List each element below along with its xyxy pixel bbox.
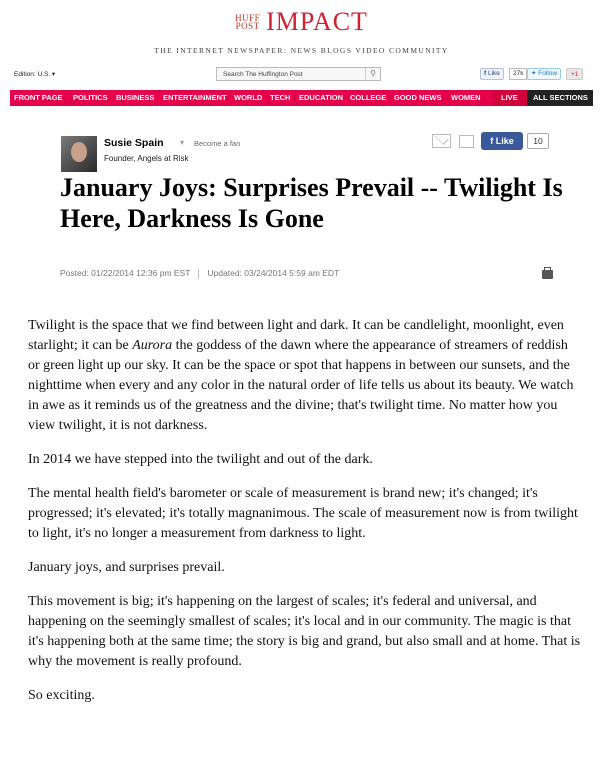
twitter-follow-button[interactable] [527,68,561,80]
post-dates [60,268,339,279]
facebook-like-article-button[interactable] [481,132,523,150]
author-name[interactable]: Susie Spain [104,137,164,149]
paragraph-1 [28,316,583,436]
nav-item-front-page[interactable]: FRONT PAGE [14,93,63,102]
paragraph-1-emphasis: Aurora [132,338,173,353]
nav-item-college[interactable]: COLLEGE [350,93,387,102]
paragraph-1-text-a: Twilight is the space that we find between light and dark. It can be candlelight, moonlight, even starlight; it can be [28,318,564,353]
facebook-like-count: 27k [509,68,527,80]
all-sections-label: ALL SECTIONS [533,93,588,102]
tagline: THE INTERNET NEWSPAPER: NEWS BLOGS VIDEO COMMUNITY [154,46,449,55]
facebook-icon: f [490,136,494,146]
updated-date: Updated: 03/24/2014 5:59 am EDT [207,268,340,278]
edition-selector[interactable]: Edition: U.S. ▾ [14,71,56,78]
nav-item-entertainment[interactable]: ENTERTAINMENT [163,93,227,102]
become-fan-link[interactable]: Become a fan [194,139,241,148]
nav-item-good-news[interactable]: GOOD NEWS [394,93,442,102]
print-icon[interactable] [542,270,553,279]
post-text: POST [235,21,260,31]
search-icon[interactable]: ⚲ [365,68,380,80]
utility-bar [0,67,603,83]
nav-all-sections[interactable] [527,90,593,106]
paragraph-2: In 2014 we have stepped into the twilight and out of the dark. [28,452,373,467]
author-avatar[interactable] [61,136,97,172]
site-logo[interactable] [0,8,603,36]
nav-item-live[interactable] [493,90,527,106]
paragraph-1-text-b: the goddess of the dawn where the appearance of streamers of reddish or green light up our sky. It can be the space or spot that happens in between our sunsets, and the nighttime when every and any color in the natural order of life tells us about its beauty. We watch in awe as it reminds us of the greatness and the divine; that's twilight time. No matter how you view twilight, it is not darkness. [28,338,574,433]
twitter-follow-label: Follow [538,70,558,77]
facebook-like-button[interactable]: f Like [480,68,504,80]
twitter-icon: ✦ [531,70,537,77]
share-icon[interactable] [459,135,474,148]
nav-item-world[interactable]: WORLD [234,93,263,102]
like-count: 10 [527,133,549,149]
article-body [28,316,583,720]
fb-like-label: Like [487,70,500,77]
search-box[interactable] [216,67,381,81]
author-face [71,142,87,162]
nav-item-tech[interactable]: TECH [270,93,291,102]
email-icon[interactable] [432,134,451,148]
search-input[interactable]: Search The Huffington Post [223,71,303,78]
google-plus-button[interactable]: +1 [566,68,583,80]
nav-item-politics[interactable]: POLITICS [73,93,108,102]
main-navigation [10,90,593,106]
section-name: IMPACT [266,7,368,36]
author-bio: Founder, Angels at Risk [104,154,189,163]
like-label: Like [495,136,514,146]
paragraph-3: The mental health field's barometer or scale of measurement is brand new; it's changed; it's progressed; it's elevated; it's totally magnanimous. The scale of measurement now is from twilight to light, it's no longer a measurement from darkness to light. [28,486,578,541]
huffpost-wordmark [235,14,260,30]
huff-text: HUFF [235,13,261,23]
live-label: LIVE [501,93,518,102]
fan-arrow-icon: ▾ [180,138,185,147]
date-separator [198,269,199,279]
nav-item-women[interactable]: WOMEN [451,93,481,102]
nav-item-education[interactable]: EDUCATION [299,93,344,102]
paragraph-6: So exciting. [28,688,95,703]
paragraph-4: January joys, and surprises prevail. [28,560,225,575]
posted-date: Posted: 01/22/2014 12:36 pm EST [60,268,191,278]
nav-item-business[interactable]: BUSINESS [116,93,155,102]
paragraph-5: This movement is big; it's happening on the largest of scales; it's federal and universal, and happening on the seemingly smallest of scales; it's local and in our community. The magic is that it's happening both at the same time; the story is big and grand, but also small and at home. That is why the movement is really profound. [28,594,581,669]
article-headline: January Joys: Surprises Prevail -- Twilight Is Here, Darkness Is Gone [60,173,563,233]
